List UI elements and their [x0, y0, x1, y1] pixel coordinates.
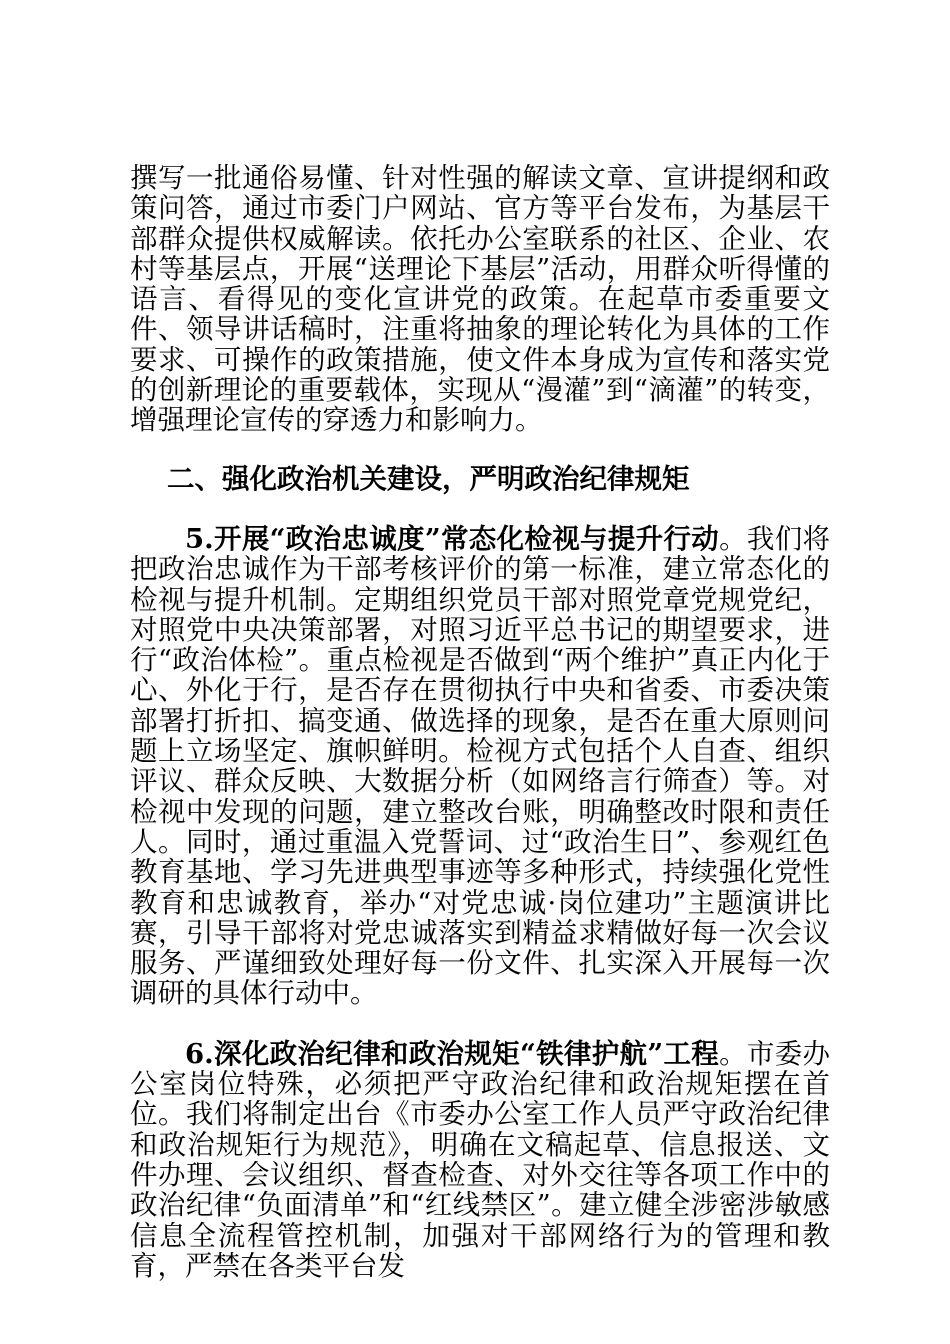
item-6-paragraph [130, 1039, 830, 1281]
item-5-body: 。我们将把政治忠诚作为干部考核评价的第一标准，建立常态化的检视与提升机制。定期组织党员干部对照党章党规党纪，对照党中央决策部署，对照习近平总书记的期望要求，进行“政治体检”。重点检视是否做到“两个维护”真正内化于心、外化于行，是否存在贯彻执行中央和省委、市委决策部署打折扣、搞变通、做选择的现象，是否在重大原则问题上立场坚定、旗帜鲜明。检视方式包括个人自查、组织评议、群众反映、大数据分析（如网络言行筛查）等。对检视中发现的问题，建立整改台账，明确整改时限和责任人。同时，通过重温入党誓词、过“政治生日”、参观红色教育基地、学习先进典型事迹等多种形式，持续强化党性教育和忠诚教育，举办“对党忠诚·岗位建功”主题演讲比赛，引导干部将对党忠诚落实到精益求精做好每一次会议服务、严谨细致处理好每一份文件、扎实深入开展每一次调研的具体行动中。 [130, 522, 831, 1010]
item-5-paragraph [130, 524, 830, 1009]
continued-paragraph: 撰写一批通俗易懂、针对性强的解读文章、宣讲提纲和政策问答，通过市委门户网站、官方等平台发布，为基层干部群众提供权威解读。依托办公室联系的社区、企业、农村等基层点，开展“送理论下基层”活动，用群众听得懂的语言、看得见的变化宣讲党的政策。在起草市委重要文件、领导讲话稿时，注重将抽象的理论转化为具体的工作要求、可操作的政策措施，使文件本身成为宣传和落实党的创新理论的重要载体，实现从“漫灌”到“滴灌”的转变，增强理论宣传的穿透力和影响力。 [130, 162, 830, 437]
item-5-title: 5.开展“政治忠诚度”常态化检视与提升行动 [185, 522, 720, 555]
section-heading: 二、强化政治机关建设，严明政治纪律规矩 [167, 462, 690, 495]
item-6-title: 6.深化政治纪律和政治规矩“铁律护航”工程 [185, 1037, 720, 1070]
item-6-body: 。市委办公室岗位特殊，必须把严守政治纪律和政治规矩摆在首位。我们将制定出台《市委办公室工作人员严守政治纪律和政治规矩行为规范》，明确在文稿起草、信息报送、文件办理、会议组织、督查检查、对外交往等各项工作中的政治纪律“负面清单”和“红线禁区”。建立健全涉密涉敏感信息全流程管控机制，加强对干部网络行为的管理和教育，严禁在各类平台发 [130, 1037, 831, 1282]
document-body [130, 163, 830, 1281]
